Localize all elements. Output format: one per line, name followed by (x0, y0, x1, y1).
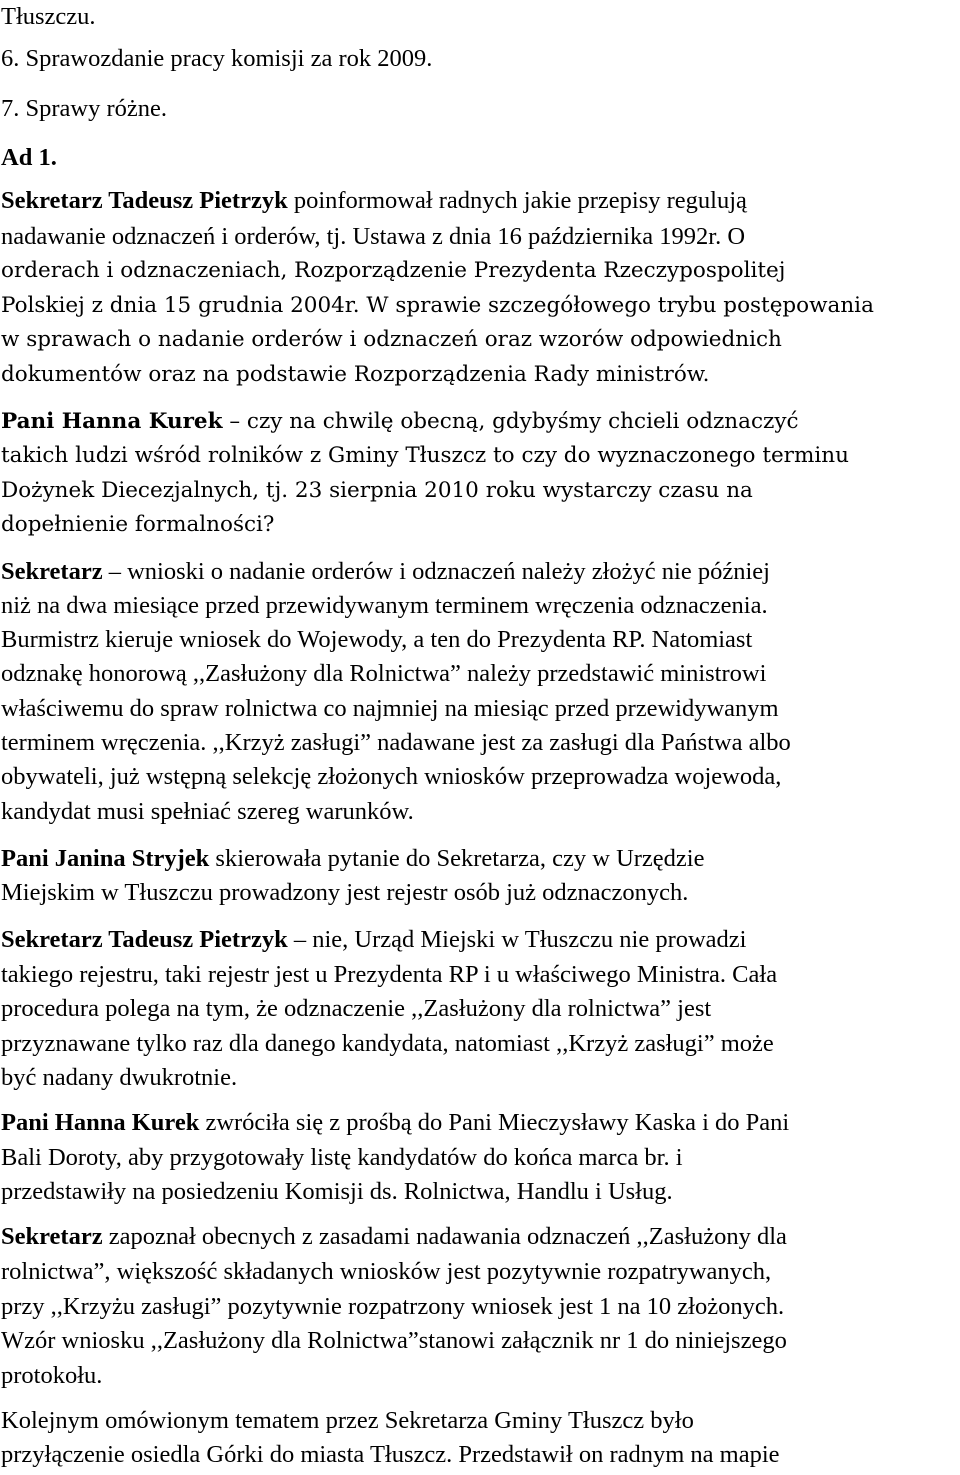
speaker-name: Sekretarz (1, 1223, 103, 1250)
text-line (1, 2, 96, 32)
text-segment: – czy na chwilę obecną, gdybyśmy chcieli odznaczyć (222, 409, 799, 434)
text-segment: zwróciła się z prośbą do Pani Mieczysławy Kaska i do Pani (199, 1109, 790, 1136)
text-line (1, 728, 791, 758)
text-line (1, 407, 799, 437)
text-line (1, 994, 711, 1024)
text-line (1, 256, 785, 286)
text-segment: przyłączenie osiedla Górki do miasta Tłuszcz. Przedstawił on radnym na mapie (1, 1441, 780, 1468)
text-segment: procedura polega na tym, że odznaczenie ,,Zasłużony dla rolnictwa” jest (1, 995, 712, 1022)
text-segment: rolnictwa”, większość składanych wniosków jest pozytywnie rozpatrywanych, (1, 1258, 772, 1285)
text-segment: protokołu. (1, 1362, 103, 1389)
text-line (1, 925, 747, 955)
text-line (1, 591, 768, 621)
text-segment: Polskiej z dnia 15 grudnia 2004r. W sprawie szczegółowego trybu postępowania (1, 293, 874, 318)
text-segment: w sprawach o nadanie orderów i odznaczeń oraz wzorów odpowiednich (1, 327, 782, 352)
text-line (1, 1361, 102, 1391)
speaker-name: Sekretarz Tadeusz Pietrzyk (1, 926, 288, 953)
text-line (1, 44, 432, 74)
text-line (1, 1326, 787, 1356)
text-segment: kandydat musi spełniać szereg warunków. (1, 798, 414, 825)
text-segment: właściwemu do spraw rolnictwa co najmniej na miesiąc przed przewidywanym (1, 695, 779, 722)
text-segment: takiego rejestru, taki rejestr jest u Prezydenta RP i u właściwego Ministra. Cała (1, 961, 778, 988)
text-line (1, 1406, 694, 1436)
text-segment: orderach i odznaczeniach, Rozporządzenie Prezydenta Rzeczypospolitej (1, 258, 786, 283)
text-line (1, 844, 705, 874)
text-segment: poinformował radnych jakie przepisy regulują (287, 187, 747, 214)
text-line (1, 325, 782, 355)
text-line (1, 694, 779, 724)
text-line (1, 94, 167, 124)
text-segment: 7. Sprawy różne. (1, 95, 168, 122)
text-line (1, 360, 709, 390)
text-segment: Kolejnym omówionym tematem przez Sekretarza Gminy Tłuszcz było (1, 1407, 694, 1434)
text-segment: dopełnienie formalności? (1, 512, 275, 537)
text-segment: Wzór wniosku ,,Zasłużony dla Rolnictwa”stanowi załącznik nr 1 do niniejszego (1, 1327, 787, 1354)
text-segment: takich ludzi wśród rolników z Gminy Tłuszcz to czy do wyznaczonego terminu (1, 443, 849, 468)
text-line (1, 510, 274, 540)
text-line (1, 1063, 237, 1093)
text-line (1, 1177, 673, 1207)
text-line (1, 1143, 683, 1173)
text-segment: przedstawiły na posiedzeniu Komisji ds. Rolnictwa, Handlu i Usług. (1, 1178, 673, 1205)
text-line (1, 1292, 784, 1322)
text-segment: terminem wręczenia. ,,Krzyż zasługi” nadawane jest za zasługi dla Państwa albo (1, 729, 791, 756)
text-line (1, 441, 849, 471)
text-line (1, 291, 874, 321)
speaker-name: Pani Janina Stryjek (1, 845, 210, 872)
text-line (1, 186, 747, 216)
text-segment: być nadany dwukrotnie. (1, 1064, 238, 1091)
text-segment: nadawanie odznaczeń i orderów, tj. Ustawa z dnia 16 października 1992r. O (1, 223, 746, 250)
text-line (1, 1029, 774, 1059)
text-segment: Bali Doroty, aby przygotowały listę kandydatów do końca marca br. i (1, 1144, 683, 1171)
text-segment: odznakę honorową ,,Zasłużony dla Rolnictwa” należy przedstawić ministrowi (1, 660, 767, 687)
text-line (1, 1257, 771, 1287)
text-line (1, 659, 766, 689)
text-line (1, 143, 57, 173)
text-line (1, 557, 770, 587)
speaker-name: Sekretarz (1, 558, 103, 585)
text-line (1, 625, 752, 655)
text-segment: obywateli, już wstępną selekcję złożonych wniosków przeprowadza wojewoda, (1, 763, 782, 790)
text-line (1, 1108, 789, 1138)
text-line (1, 960, 777, 990)
text-line (1, 878, 688, 908)
text-segment: dokumentów oraz na podstawie Rozporządzenia Rady ministrów. (1, 362, 710, 387)
text-line (1, 1222, 787, 1252)
text-segment: Dożynek Diecezjalnych, tj. 23 sierpnia 2010 roku wystarczy czasu na (1, 478, 753, 503)
text-segment: niż na dwa miesiące przed przewidywanym terminem wręczenia odznaczenia. (1, 592, 768, 619)
text-line (1, 797, 414, 827)
text-segment: przyznawane tylko raz dla danego kandydata, natomiast ,,Krzyż zasługi” może (1, 1030, 774, 1057)
speaker-name: Pani Hanna Kurek (1, 1109, 200, 1136)
speaker-name: Sekretarz Tadeusz Pietrzyk (1, 187, 288, 214)
text-segment: przy ,,Krzyżu zasługi” pozytywnie rozpatrzony wniosek jest 1 na 10 złożonych. (1, 1293, 785, 1320)
text-segment: Tłuszczu. (1, 3, 96, 30)
text-line (1, 762, 781, 792)
text-segment: Miejskim w Tłuszczu prowadzony jest rejestr osób już odznaczonych. (1, 879, 689, 906)
text-segment: – wnioski o nadanie orderów i odznaczeń należy złożyć nie później (102, 558, 770, 585)
speaker-name: Ad 1. (1, 144, 57, 171)
text-line (1, 476, 753, 506)
text-segment: 6. Sprawozdanie pracy komisji za rok 2009. (1, 45, 433, 72)
text-segment: Burmistrz kieruje wniosek do Wojewody, a ten do Prezydenta RP. Natomiast (1, 626, 753, 653)
text-line (1, 222, 745, 252)
text-segment: skierowała pytanie do Sekretarza, czy w Urzędzie (209, 845, 705, 872)
text-line (1, 1440, 780, 1470)
speaker-name: Pani Hanna Kurek (1, 409, 223, 434)
text-segment: zapoznał obecnych z zasadami nadawania odznaczeń ,,Zasłużony dla (102, 1223, 787, 1250)
text-segment: – nie, Urząd Miejski w Tłuszczu nie prowadzi (287, 926, 747, 953)
